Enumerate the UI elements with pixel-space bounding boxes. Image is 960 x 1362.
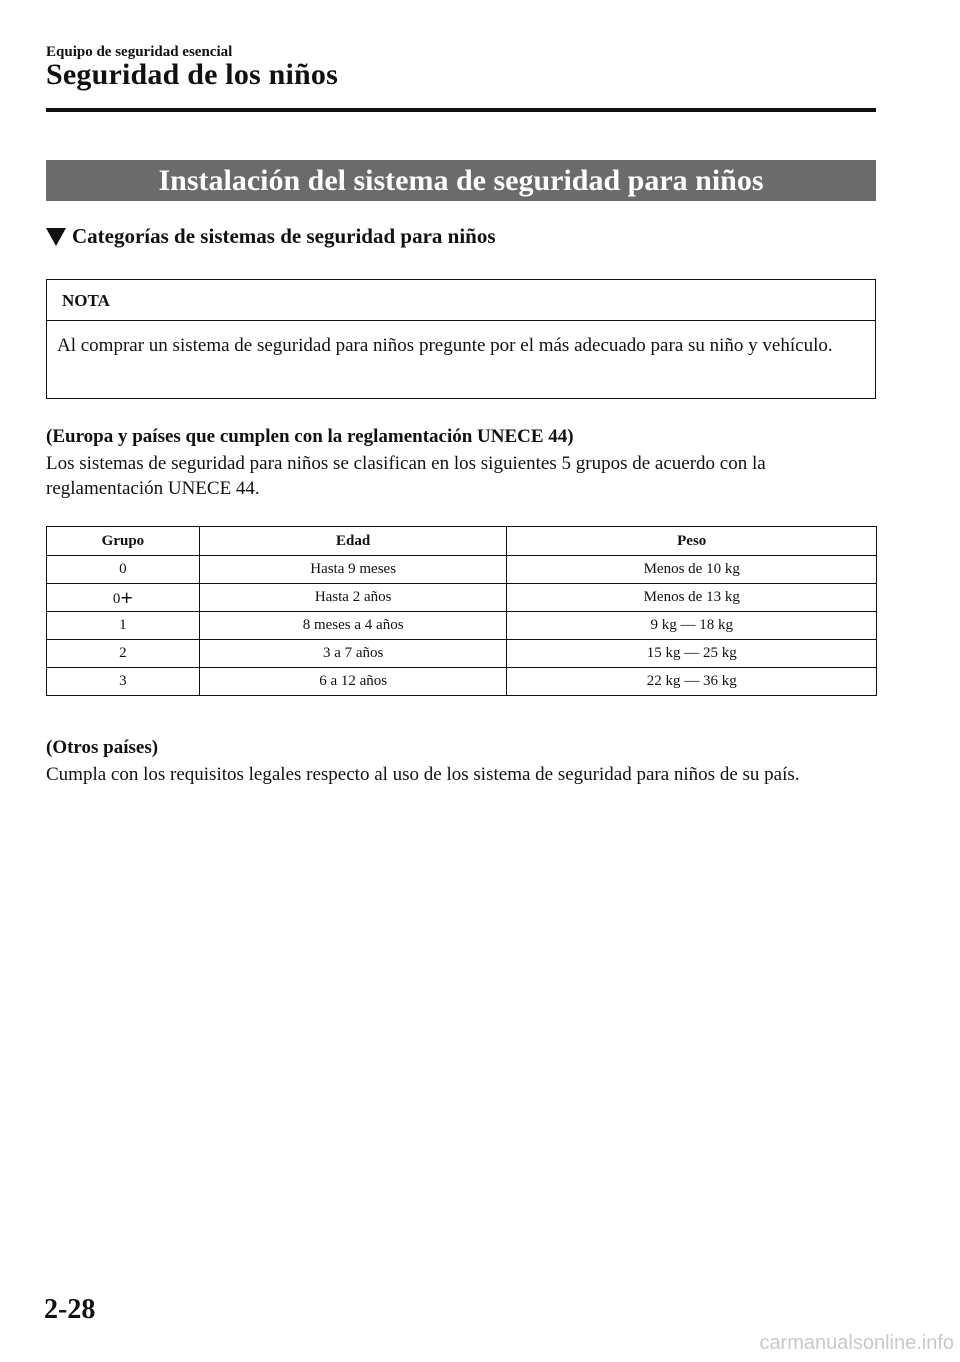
note-box	[46, 279, 876, 399]
triangle-down-icon	[46, 228, 66, 246]
cell-grupo: 2	[47, 640, 200, 668]
cell-edad: Hasta 9 meses	[199, 556, 507, 584]
table-row	[47, 640, 877, 668]
cell-grupo: 0	[47, 556, 200, 584]
header-peso: Peso	[507, 527, 877, 556]
cell-edad: 8 meses a 4 años	[199, 612, 507, 640]
cell-peso: Menos de 13 kg	[507, 584, 877, 612]
note-body: Al comprar un sistema de seguridad para niños pregunte por el más adecuado para su niño y vehículo.	[57, 335, 833, 356]
table-header-row	[47, 527, 877, 556]
europe-heading: (Europa y países que cumplen con la reglamentación UNECE 44)	[46, 426, 574, 447]
subheading	[46, 224, 496, 249]
cell-grupo-value: 0	[112, 590, 121, 607]
subheading-text: Categorías de sistemas de seguridad para niños	[72, 224, 496, 248]
table-row	[47, 612, 877, 640]
cell-edad: Hasta 2 años	[199, 584, 507, 612]
cell-edad: 6 a 12 años	[199, 668, 507, 696]
header-edad: Edad	[199, 527, 507, 556]
cell-peso: 22 kg — 36 kg	[507, 668, 877, 696]
page-number: 2-28	[44, 1294, 96, 1325]
watermark: carmanualsonline.info	[759, 1332, 954, 1354]
cell-peso: 9 kg — 18 kg	[507, 612, 877, 640]
europe-text: Los sistemas de seguridad para niños se clasifican en los siguientes 5 grupos de acuerdo con la reglamentación UNECE 44.	[46, 453, 766, 499]
cell-grupo: 1	[47, 612, 200, 640]
chapter-title: Equipo de seguridad esencial	[46, 44, 233, 60]
plus-icon: +	[120, 584, 133, 610]
header-grupo: Grupo	[47, 527, 200, 556]
topic-banner: Instalación del sistema de seguridad para niños	[46, 160, 876, 201]
header-rule	[46, 108, 876, 112]
cell-peso: Menos de 10 kg	[507, 556, 877, 584]
cell-grupo	[47, 584, 200, 612]
cell-grupo: 3	[47, 668, 200, 696]
cell-peso: 15 kg — 25 kg	[507, 640, 877, 668]
note-title: NOTA	[47, 280, 875, 321]
table-row	[47, 668, 877, 696]
section-title: Seguridad de los niños	[46, 58, 338, 91]
other-heading: (Otros países)	[46, 737, 159, 758]
other-text: Cumpla con los requisitos legales respecto al uso de los sistema de seguridad para niños de su país.	[46, 764, 800, 785]
cell-edad: 3 a 7 años	[199, 640, 507, 668]
group-table	[46, 526, 877, 696]
table-row	[47, 556, 877, 584]
table-row	[47, 584, 877, 612]
